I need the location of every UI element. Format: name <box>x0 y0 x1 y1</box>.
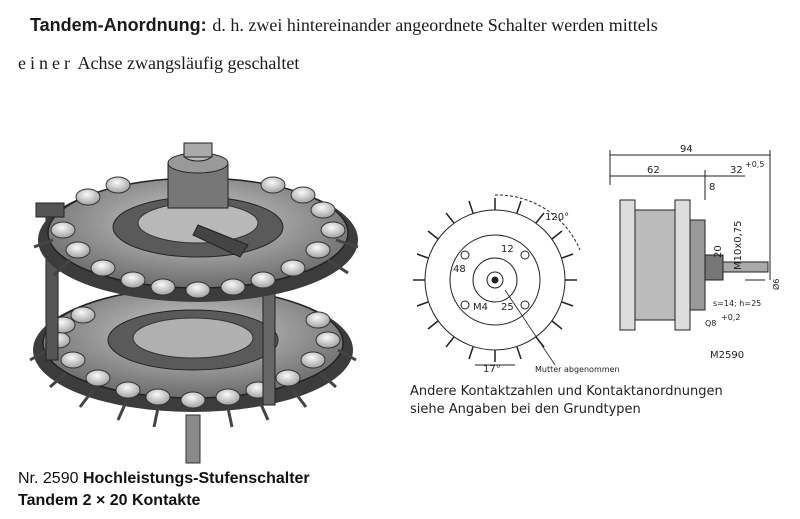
caption <box>18 468 310 512</box>
dim-total: 94 <box>680 144 693 155</box>
heading <box>30 14 800 37</box>
caption-line-1 <box>18 468 310 490</box>
heading-title: Tandem-Anordnung: <box>30 15 207 35</box>
heading-text: d. h. zwei hintereinander angeordnete Schalter werden mittels <box>212 15 658 35</box>
angle-120-label: 120° <box>545 212 570 223</box>
label-48: 48 <box>453 264 466 275</box>
caption-product: Hochleistungs-Stufenschalter <box>82 470 310 487</box>
dim-right-tol: +0,5 <box>745 160 765 169</box>
label-12: 12 <box>501 244 514 255</box>
dim-8: 8 <box>709 182 716 193</box>
caption-variant: Tandem 2 × 20 Kontakte <box>18 492 201 509</box>
shaft-dim: s=14; h=25 <box>713 299 762 308</box>
model-code: M2590 <box>710 350 745 361</box>
note-line-1: Andere Kontaktzahlen und Kontaktanordnungen <box>410 384 723 399</box>
switch-photo <box>18 135 373 465</box>
heading-line2 <box>18 53 299 74</box>
note <box>410 383 723 419</box>
nut-label: Mutter abgenommen <box>535 365 620 374</box>
heading-line2-spaced: einer <box>18 53 74 73</box>
phi6-label: Ø6 <box>772 278 781 290</box>
dim-left: 62 <box>647 165 660 176</box>
caption-line-2 <box>18 490 310 512</box>
thread-label: M10x0,75 <box>733 220 744 270</box>
label-25: 25 <box>501 302 514 313</box>
label-m4: M4 <box>473 302 488 313</box>
angle-17-label: 17° <box>483 364 501 375</box>
heading-line2-rest: Achse zwangsläufig geschaltet <box>77 53 300 73</box>
technical-drawing <box>405 140 795 380</box>
q8-label: Q8 <box>705 319 717 328</box>
note-line-2: siehe Angaben bei den Grundtypen <box>410 402 641 417</box>
q8-tol: +0,2 <box>721 313 741 322</box>
caption-number: Nr. 2590 <box>18 470 83 487</box>
dim-20: 20 <box>713 245 724 258</box>
dim-right: 32 <box>730 165 743 176</box>
